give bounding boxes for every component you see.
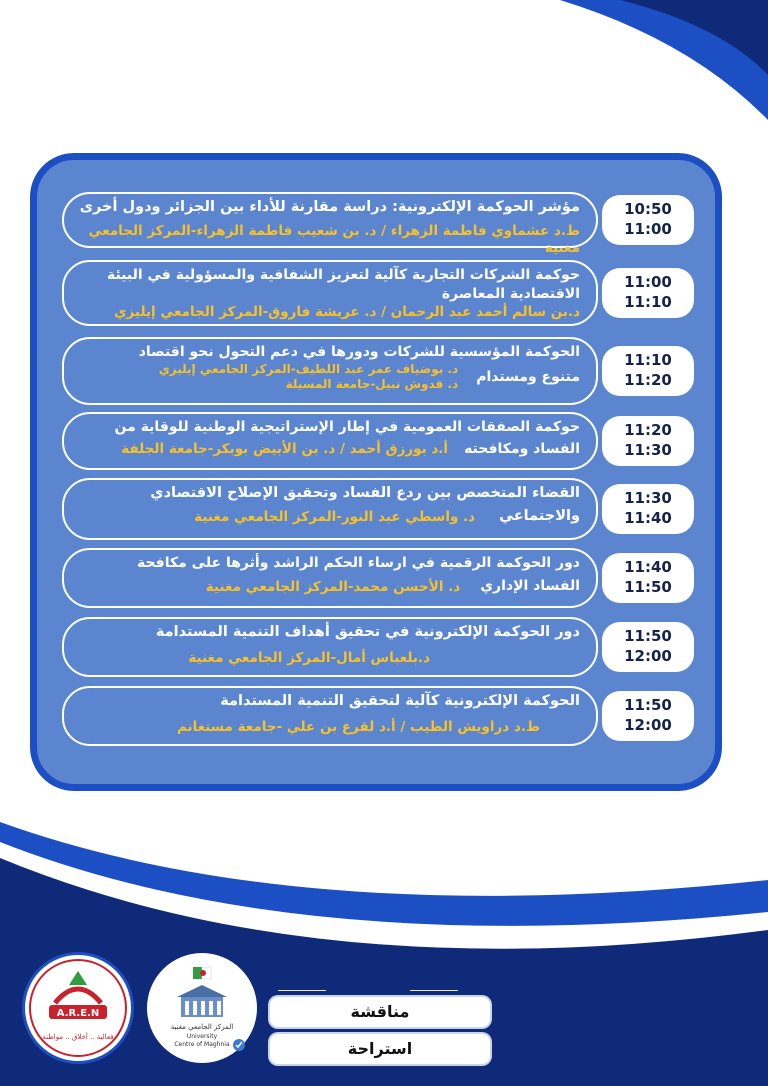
time-start: 11:10 (624, 351, 672, 369)
time-end: 11:50 (624, 578, 672, 596)
session-row (62, 337, 702, 405)
time-end: 12:00 (624, 716, 672, 734)
session-card (62, 548, 598, 608)
session-speaker: ط.د دراويش الطيب / أ.د لقرع بن علي -جامعة مستغانم (176, 719, 540, 735)
legend-break: استراحة (270, 1034, 490, 1064)
time-start: 11:00 (624, 273, 672, 291)
session-card (62, 412, 598, 470)
aren-logo-icon (25, 955, 131, 1061)
session-card (62, 260, 598, 326)
session-row (62, 686, 702, 746)
time-end: 11:20 (624, 371, 672, 389)
time-end: 11:40 (624, 509, 672, 527)
aren-logo (22, 952, 134, 1064)
session-card (62, 337, 598, 405)
session-title: دور الحوكمة الإلكترونية في تحقيق أهداف التنمية المستدامة (155, 624, 580, 640)
session-title: حوكمة الشركات التجارية كآلية لتعزيز الشفافية والمسؤولية في البيئة الاقتصادية المعاصرة (106, 267, 580, 302)
session-title-continued: والاجتماعي (499, 508, 580, 524)
session-time (602, 553, 694, 603)
session-time (602, 484, 694, 534)
session-title: مؤشر الحوكمة الإلكترونية: دراسة مقارنة للأداء بين الجزائر ودول أخرى (79, 199, 580, 215)
session-title: الحوكمة الإلكترونية كآلية لتحقيق التنمية المستدامة (220, 693, 580, 709)
session-card (62, 617, 598, 677)
session-time (602, 195, 694, 245)
session-speaker: د. بوضياف عمر عبد اللطيف-المركز الجامعي إيليزي (158, 362, 459, 376)
legend-divider (278, 990, 326, 991)
time-start: 11:20 (624, 421, 672, 439)
session-speaker: د. واسطي عبد النور-المركز الجامعي مغنية (194, 509, 476, 525)
time-start: 10:50 (624, 200, 672, 218)
session-row (62, 617, 702, 677)
session-speaker: د.بن سالم أحمد عبد الرحمان / د. عريشة فاروق-المركز الجامعي إيليزي (114, 304, 580, 320)
session-card (62, 478, 598, 540)
university-building-icon (147, 953, 257, 1063)
time-start: 11:50 (624, 627, 672, 645)
session-time (602, 622, 694, 672)
session-card (62, 686, 598, 746)
session-speaker: د. قدوش نبيل-جامعة المسيلة (285, 377, 459, 391)
time-end: 11:10 (624, 293, 672, 311)
session-title: دور الحوكمة الرقمية في ارساء الحكم الراشد وأثرها على مكافحة (136, 555, 580, 571)
university-arabic-name: المركز الجامعي مغنية (170, 1023, 234, 1031)
university-english-line1: University (186, 1033, 218, 1040)
session-title: حوكمة الصفقات العمومية في إطار الإستراتيجية الوطنية للوقاية من (114, 419, 580, 435)
session-speaker: د.بلعباس أمال-المركز الجامعي مغنية (188, 650, 430, 666)
session-row (62, 192, 702, 256)
session-time (602, 691, 694, 741)
session-row (62, 548, 702, 608)
aren-logo-text: A.R.E.N (56, 1008, 100, 1019)
time-start: 11:40 (624, 558, 672, 576)
university-logo (144, 950, 260, 1066)
session-row (62, 412, 702, 470)
time-end: 11:00 (624, 220, 672, 238)
session-time (602, 416, 694, 466)
aren-motto: فعالية .. أخلاق .. مواطنة (42, 1033, 114, 1041)
session-row (62, 478, 702, 540)
session-card (62, 192, 598, 256)
time-end: 12:00 (624, 647, 672, 665)
session-row (62, 260, 702, 326)
university-english-line2: Centre of Maghnia (174, 1041, 230, 1048)
session-title-continued: الفساد ومكافحته (464, 441, 580, 457)
legend-divider (410, 990, 458, 991)
session-title-continued: متنوع ومستدام (476, 369, 580, 385)
session-speaker: ط.د عشماوي فاطمة الزهراء / د. بن شعيب فاطمة الزهراء-المركز الجامعي مغنية (88, 223, 580, 256)
session-time (602, 268, 694, 318)
time-end: 11:30 (624, 441, 672, 459)
session-title: القضاء المتخصص بين ردع الفساد وتحقيق الإصلاح الاقتصادي (150, 485, 580, 501)
time-start: 11:50 (624, 696, 672, 714)
session-time (602, 346, 694, 396)
session-title: الحوكمة المؤسسية للشركات ودورها في دعم التحول نحو اقتصاد (138, 344, 580, 360)
legend-discussion: مناقشة (270, 997, 490, 1027)
session-title-continued: الفساد الإداري (480, 578, 580, 594)
session-speaker: أ.د بورزق أحمد / د. بن الأبيض بوبكر-جامعة الجلفة (121, 441, 449, 457)
time-start: 11:30 (624, 489, 672, 507)
session-speaker: د. الأحسن محمد-المركز الجامعي مغنية (205, 579, 461, 595)
